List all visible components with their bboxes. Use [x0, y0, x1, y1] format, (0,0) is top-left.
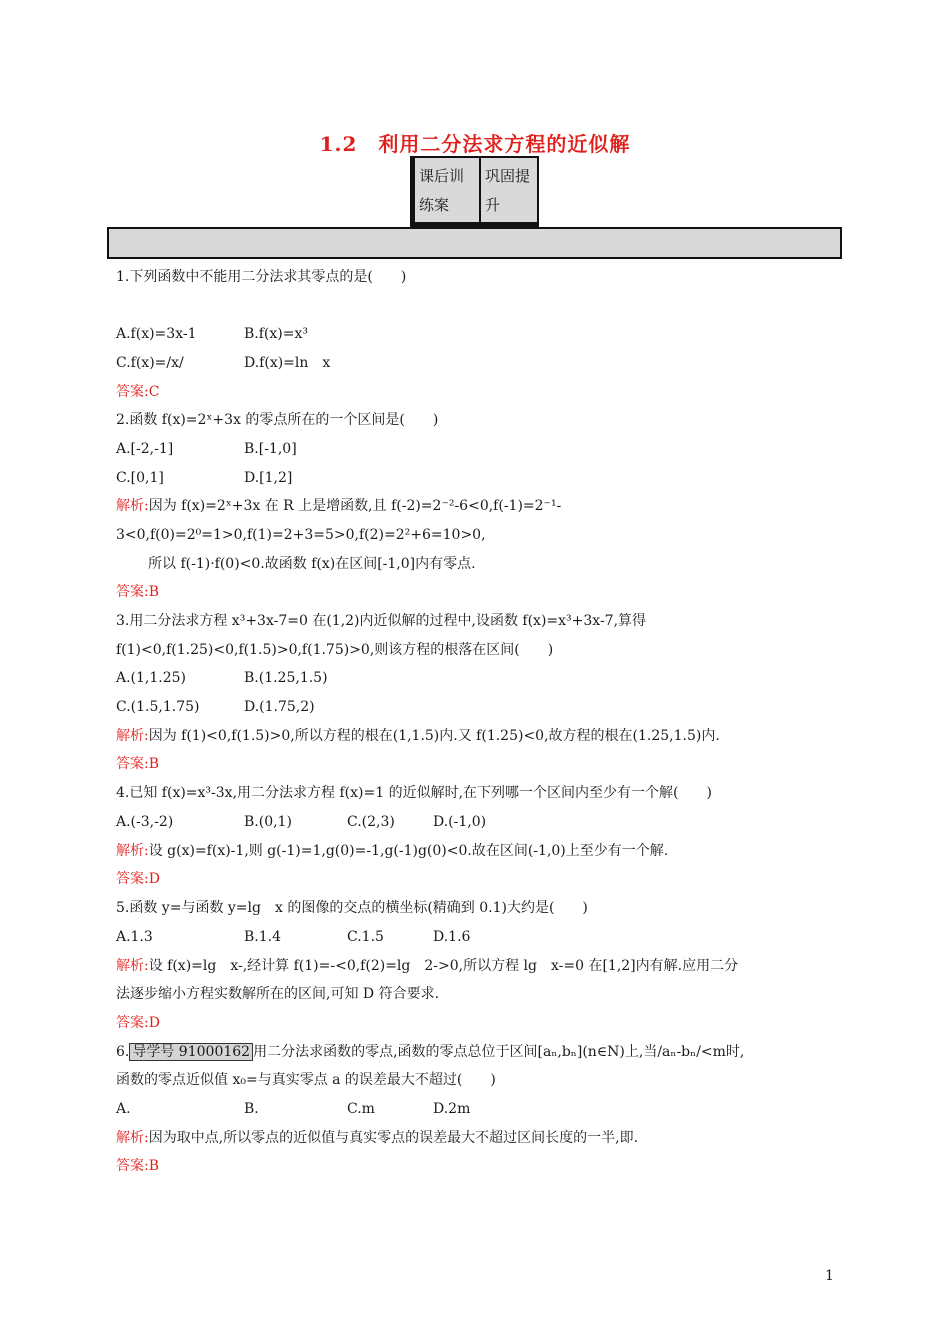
page-number: 1	[825, 1268, 834, 1284]
answer-line: 答案:B	[116, 756, 160, 772]
tab-homework: 课后训 练案	[415, 158, 479, 222]
guide-number-tag: 导学号 91000162	[129, 1043, 253, 1061]
answer-line: 答案:D	[116, 871, 160, 887]
solution-label: 解析:	[116, 728, 149, 744]
question-text: 2.函数 f(x)=2ˣ+3x 的零点所在的一个区间是( )	[116, 412, 439, 428]
question-text: 1.下列函数中不能用二分法求其零点的是( )	[116, 269, 407, 285]
option: C.(1.5,1.75)	[116, 699, 200, 715]
option: B.[-1,0]	[244, 441, 297, 457]
solution-label: 解析:	[116, 498, 149, 514]
option: B.(1.25,1.5)	[244, 670, 328, 686]
text-line: 法逐步缩小方程实数解所在的区间,可知 D 符合要求.	[116, 986, 440, 1002]
options-line	[116, 928, 533, 946]
option: D.1.6	[433, 929, 471, 945]
text-line: 函数的零点近似值 x₀=与真实零点 a 的误差最大不超过( )	[116, 1072, 496, 1088]
tab-consolidate: 巩固提 升	[481, 158, 537, 222]
solution-text: 因为 f(x)=2ˣ+3x 在 R 上是增函数,且 f(-2)=2⁻²-6<0,f(-1)=2⁻¹-	[148, 498, 562, 514]
option: A.[-2,-1]	[116, 441, 174, 457]
solution-line	[116, 497, 561, 515]
solution-text: 设 f(x)=lg x-,经计算 f(1)=-<0,f(2)=lg 2->0,所以方程 lg x-=0 在[1,2]内有解.应用二分	[148, 958, 739, 974]
solution-line	[116, 1129, 638, 1147]
solution-line	[116, 842, 668, 860]
option: D.f(x)=ln x	[244, 355, 331, 371]
solution-text: 因为取中点,所以零点的近似值与真实零点的误差最大不超过区间长度的一半,即.	[148, 1130, 639, 1146]
options-line	[116, 698, 315, 716]
solution-text: 设 g(x)=f(x)-1,则 g(-1)=1,g(0)=-1,g(-1)g(0)<0.故在区间(-1,0)上至少有一个解.	[148, 843, 669, 859]
option: A.f(x)=3x-1	[116, 326, 197, 342]
solution-label: 解析:	[116, 958, 149, 974]
answer-line: 答案:C	[116, 384, 160, 400]
solution-label: 解析:	[116, 843, 149, 859]
solution-line	[116, 957, 738, 975]
options-line	[116, 325, 308, 343]
section-bar	[107, 227, 842, 259]
option: D.2m	[433, 1101, 471, 1117]
option: A.	[116, 1101, 131, 1117]
section-tabs	[410, 156, 539, 228]
option: C.f(x)=/x/	[116, 355, 184, 371]
option: A.(1,1.25)	[116, 670, 187, 686]
option: C.[0,1]	[116, 470, 164, 486]
text-line: 3<0,f(0)=2⁰=1>0,f(1)=2+3=5>0,f(2)=2²+6=10>0,	[116, 527, 486, 543]
question-number: 6.	[116, 1044, 130, 1060]
answer-line: 答案:D	[116, 1015, 160, 1031]
option: A.(-3,-2)	[116, 814, 174, 830]
question-text: 4.已知 f(x)=x³-3x,用二分法求方程 f(x)=1 的近似解时,在下列哪一个区间内至少有一个解( )	[116, 785, 712, 801]
options-line	[116, 1100, 533, 1118]
option: A.1.3	[116, 929, 153, 945]
option: B.1.4	[244, 929, 282, 945]
question-text	[116, 1043, 744, 1061]
option: D.(-1,0)	[433, 814, 487, 830]
question-text: 3.用二分法求方程 x³+3x-7=0 在(1,2)内近似解的过程中,设函数 f(x)=x³+3x-7,算得	[116, 613, 647, 629]
option: C.1.5	[347, 929, 384, 945]
options-line	[116, 354, 330, 372]
text-line: f(1)<0,f(1.25)<0,f(1.5)>0,f(1.75)>0,则该方程的根落在区间( )	[116, 642, 554, 658]
option: D.(1.75,2)	[244, 699, 315, 715]
option: B.(0,1)	[244, 814, 292, 830]
text-line: 所以 f(-1)·f(0)<0.故函数 f(x)在区间[-1,0]内有零点.	[148, 556, 476, 572]
option: B.f(x)=x³	[244, 326, 308, 342]
page-title: 1.2 利用二分法求方程的近似解	[319, 132, 631, 156]
solution-text: 因为 f(1)<0,f(1.5)>0,所以方程的根在(1,1.5)内.又 f(1.25)<0,故方程的根在(1.25,1.5)内.	[148, 728, 720, 744]
solution-label: 解析:	[116, 1130, 149, 1146]
option: D.[1,2]	[244, 470, 293, 486]
options-line	[116, 440, 297, 458]
option: C.(2,3)	[347, 814, 395, 830]
question-body: 用二分法求函数的零点,函数的零点总位于区间[aₙ,bₙ](n∈N)上,当/aₙ-bₙ/<m时,	[253, 1044, 745, 1060]
solution-line	[116, 727, 720, 745]
option: C.m	[347, 1101, 375, 1117]
question-text: 5.函数 y=与函数 y=lg x 的图像的交点的横坐标(精确到 0.1)大约是( )	[116, 900, 588, 916]
options-line	[116, 469, 292, 487]
options-line	[116, 669, 328, 687]
answer-line: 答案:B	[116, 1158, 160, 1174]
options-line	[116, 813, 533, 831]
answer-line: 答案:B	[116, 584, 160, 600]
option: B.	[244, 1101, 259, 1117]
